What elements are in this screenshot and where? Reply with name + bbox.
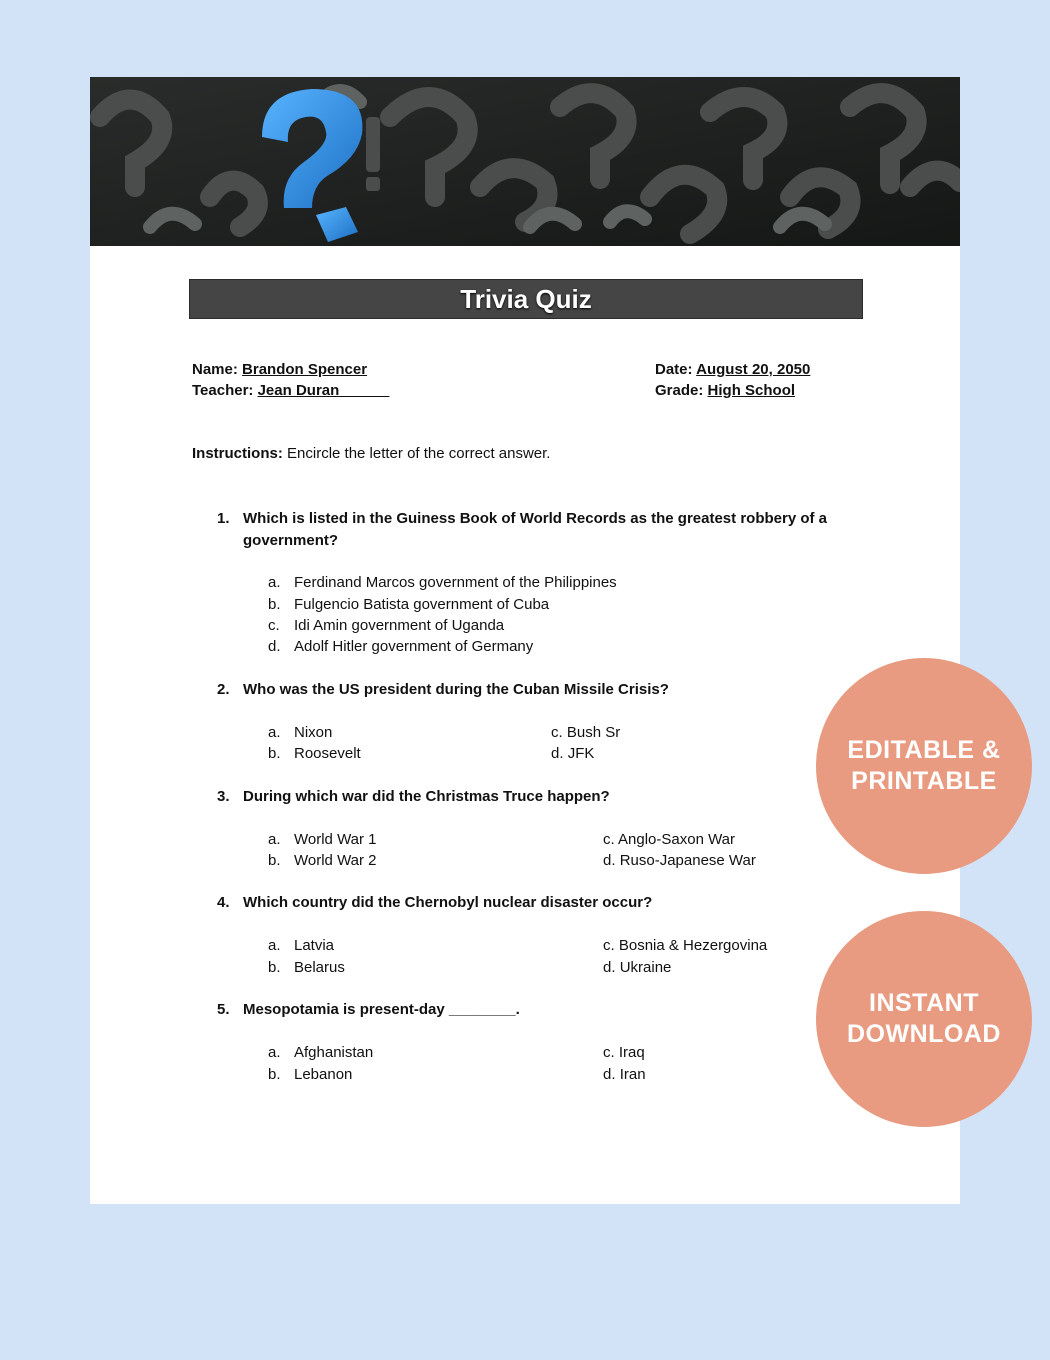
question-1	[217, 508, 877, 552]
option-text: Latvia	[294, 937, 335, 954]
question-number: 4.	[217, 894, 230, 911]
option-letter: d.	[551, 745, 564, 762]
q3-option-c[interactable]	[603, 829, 735, 850]
question-text: Who was the US president during the Cuban Missile Crisis?	[243, 681, 669, 698]
question-number: 2.	[217, 681, 230, 698]
instant-download-badge	[816, 911, 1032, 1127]
option-letter: d.	[603, 1066, 616, 1083]
option-letter: c.	[603, 937, 615, 954]
date-label: Date:	[655, 361, 693, 378]
option-letter: a.	[268, 831, 281, 848]
question-4	[217, 892, 877, 914]
option-letter: c.	[603, 1044, 615, 1061]
option-text: Ferdinand Marcos government of the Philippines	[294, 574, 617, 591]
teacher-label: Teacher:	[192, 382, 254, 399]
question-text: Which is listed in the Guiness Book of World Records as the greatest robbery of a government?	[243, 510, 827, 549]
instructions	[192, 445, 550, 462]
question-number: 3.	[217, 788, 230, 805]
student-info	[192, 359, 389, 401]
option-letter: b.	[268, 745, 281, 762]
badge-line-2: DOWNLOAD	[847, 1020, 1001, 1048]
q4-option-d[interactable]	[603, 957, 671, 978]
option-letter: c.	[551, 724, 563, 741]
instructions-text: Encircle the letter of the correct answer.	[287, 445, 551, 462]
badge-line-1: INSTANT	[869, 989, 979, 1017]
question-3	[217, 786, 877, 808]
q1-option-d[interactable]	[268, 636, 533, 657]
class-info	[655, 359, 810, 401]
q2-option-b[interactable]	[268, 743, 361, 764]
editable-printable-badge	[816, 658, 1032, 874]
q4-option-b[interactable]	[268, 957, 345, 978]
option-text: Adolf Hitler government of Germany	[294, 638, 534, 655]
option-letter: a.	[268, 937, 281, 954]
page-title: Trivia Quiz	[189, 279, 863, 319]
option-text: Iran	[619, 1066, 646, 1083]
q5-option-d[interactable]	[603, 1064, 646, 1085]
option-letter: a.	[268, 724, 281, 741]
option-letter: b.	[268, 852, 281, 869]
q1-option-a[interactable]	[268, 572, 617, 593]
question-5	[217, 999, 877, 1021]
q4-option-a[interactable]	[268, 935, 334, 956]
grade-label: Grade:	[655, 382, 704, 399]
q2-option-c[interactable]	[551, 722, 620, 743]
question-text: Which country did the Chernobyl nuclear disaster occur?	[243, 894, 653, 911]
q1-option-c[interactable]	[268, 615, 504, 636]
option-text: Idi Amin government of Uganda	[294, 617, 505, 634]
option-letter: b.	[268, 959, 281, 976]
option-letter: d.	[268, 638, 281, 655]
option-letter: d.	[603, 959, 616, 976]
q5-option-b[interactable]	[268, 1064, 352, 1085]
q5-option-c[interactable]	[603, 1042, 645, 1063]
q3-option-a[interactable]	[268, 829, 377, 850]
question-text: Mesopotamia is present-day ________.	[243, 1001, 520, 1018]
name-label: Name:	[192, 361, 238, 378]
option-letter: b.	[268, 1066, 281, 1083]
option-text: World War 1	[294, 831, 377, 848]
option-text: JFK	[567, 745, 595, 762]
q2-option-d[interactable]	[551, 743, 594, 764]
option-text: Anglo-Saxon War	[618, 831, 736, 848]
question-marks-banner	[90, 77, 960, 246]
q5-option-a[interactable]	[268, 1042, 373, 1063]
option-letter: a.	[268, 574, 281, 591]
option-letter: d.	[603, 852, 616, 869]
question-number: 1.	[217, 510, 230, 527]
option-text: Bosnia & Hezergovina	[618, 937, 768, 954]
badge-line-2: PRINTABLE	[851, 767, 997, 795]
option-letter: c.	[603, 831, 615, 848]
option-text: Ruso-Japanese War	[619, 852, 756, 869]
option-text: Lebanon	[294, 1066, 353, 1083]
q2-option-a[interactable]	[268, 722, 332, 743]
option-text: Ukraine	[619, 959, 672, 976]
option-text: Fulgencio Batista government of Cuba	[294, 596, 550, 613]
question-2	[217, 679, 877, 701]
name-value: Brandon Spencer	[242, 361, 368, 378]
grade-value: High School	[707, 382, 796, 399]
q4-option-c[interactable]	[603, 935, 767, 956]
instructions-label: Instructions:	[192, 445, 283, 462]
option-letter: b.	[268, 596, 281, 613]
question-text: During which war did the Christmas Truce happen?	[243, 788, 610, 805]
option-text: World War 2	[294, 852, 377, 869]
teacher-value: Jean Duran______	[257, 382, 390, 399]
q3-option-b[interactable]	[268, 850, 377, 871]
name-row	[192, 359, 389, 380]
teacher-row	[192, 380, 389, 401]
badge-line-1: EDITABLE &	[847, 736, 1001, 764]
question-marks-image	[90, 77, 960, 246]
option-text: Bush Sr	[566, 724, 621, 741]
option-text: Nixon	[294, 724, 333, 741]
option-letter: a.	[268, 1044, 281, 1061]
option-text: Roosevelt	[294, 745, 361, 762]
question-number: 5.	[217, 1001, 230, 1018]
option-letter: c.	[268, 617, 280, 634]
option-text: Belarus	[294, 959, 345, 976]
date-row	[655, 359, 810, 380]
date-value: August 20, 2050	[696, 361, 811, 378]
option-text: Afghanistan	[294, 1044, 374, 1061]
grade-row	[655, 380, 810, 401]
option-text: Iraq	[618, 1044, 645, 1061]
q1-option-b[interactable]	[268, 594, 549, 615]
q3-option-d[interactable]	[603, 850, 756, 871]
